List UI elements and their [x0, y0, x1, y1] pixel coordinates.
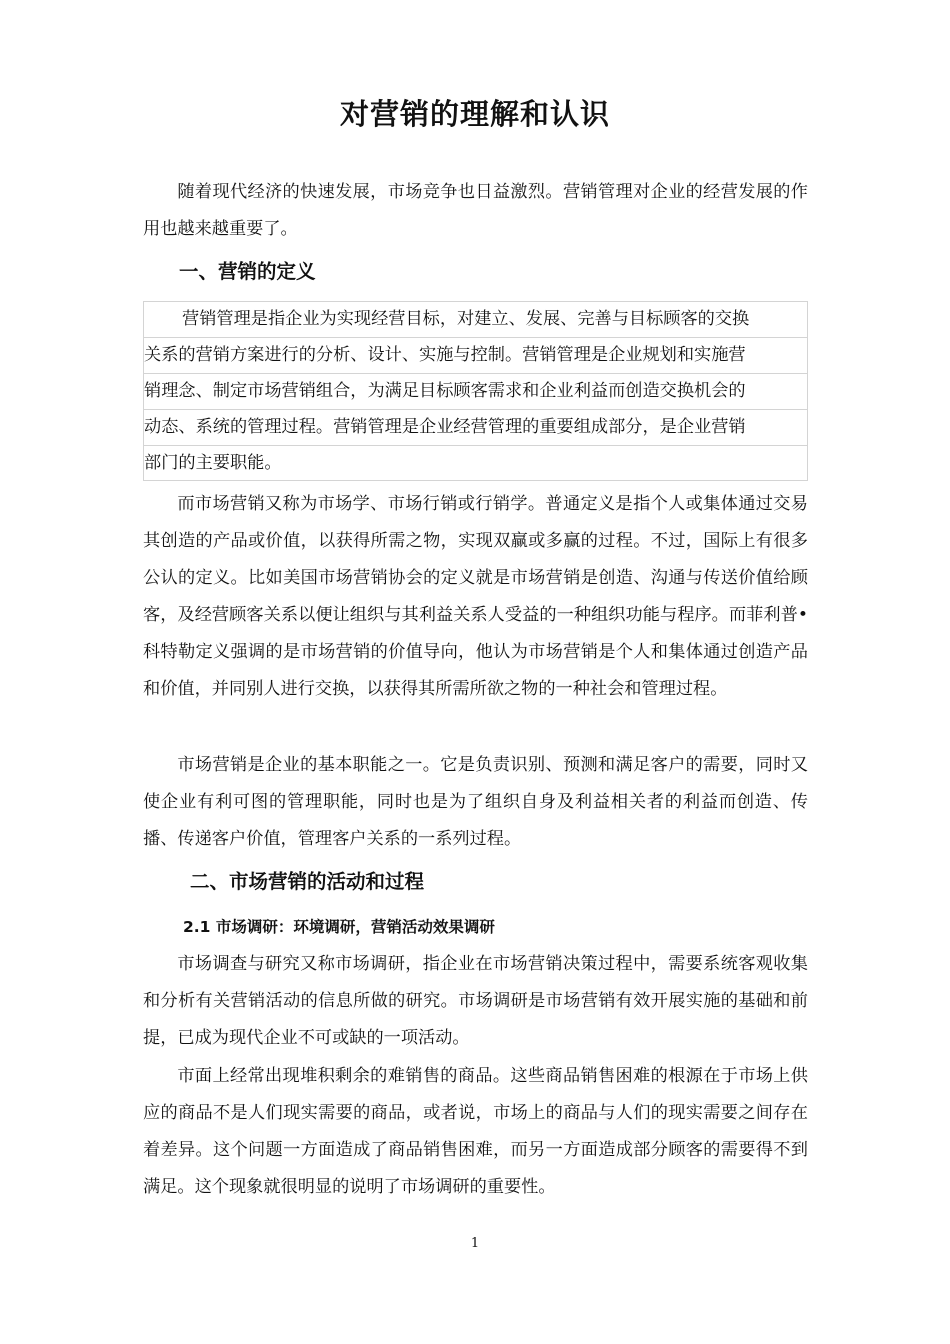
- definition-line: 销理念、制定市场营销组合，为满足目标顾客需求和企业利益而创造交换机会的: [143, 373, 808, 409]
- definition-line: 关系的营销方案进行的分析、设计、实施与控制。营销管理是企业规划和实施营: [143, 337, 808, 373]
- subsection-2-1-heading: 2.1 市场调研：环境调研，营销活动效果调研: [183, 918, 495, 936]
- definition-line: 部门的主要职能。: [143, 445, 808, 481]
- definition-text-box: [143, 301, 808, 481]
- section-2-heading: 二、市场营销的活动和过程: [190, 870, 425, 893]
- definition-line: 动态、系统的管理过程。营销管理是企业经营管理的重要组成部分，是企业营销: [143, 409, 808, 445]
- marketing-function-paragraph: 市场营销是企业的基本职能之一。它是负责识别、预测和满足客户的需要，同时又使企业有利可图的管理职能，同时也是为了组织自身及利益相关者的利益而创造、传播、传递客户价值，管理客户关系的一系列过程。: [143, 755, 808, 849]
- marketing-definition-paragraph: 而市场营销又称为市场学、市场行销或行销学。普通定义是指个人或集体通过交易其创造的产品或价值，以获得所需之物，实现双赢或多赢的过程。不过，国际上有很多公认的定义。比如美国市场营销协会的定义就是市场营销是创造、沟通与传送价值给顾客，及经营顾客关系以便让组织与其利益关系人受益的一种组织功能与程序。而菲利普•科特勒定义强调的是市场营销的价值导向，他认为市场营销是个人和集体通过创造产品和价值，并同别人进行交换，以获得其所需所欲之物的一种社会和管理过程。: [143, 494, 808, 699]
- page-number: 1: [470, 1236, 480, 1251]
- intro-paragraph: 随着现代经济的快速发展，市场竞争也日益激烈。营销管理对企业的经营发展的作用也越来越重要了。: [143, 182, 808, 239]
- market-research-paragraph: 市场调查与研究又称市场调研，指企业在市场营销决策过程中，需要系统客观收集和分析有关营销活动的信息所做的研究。市场调研是市场营销有效开展实施的基础和前提，已成为现代企业不可或缺的一项活动。: [143, 954, 808, 1048]
- section-1-heading: 一、营销的定义: [179, 260, 316, 283]
- definition-line: 营销管理是指企业为实现经营目标，对建立、发展、完善与目标顾客的交换: [143, 301, 808, 337]
- document-title: 对营销的理解和认识: [339, 97, 610, 131]
- unsold-goods-paragraph: 市面上经常出现堆积剩余的难销售的商品。这些商品销售困难的根源在于市场上供应的商品不是人们现实需要的商品，或者说，市场上的商品与人们的现实需要之间存在着差异。这个问题一方面造成了商品销售困难，而另一方面造成部分顾客的需要得不到满足。这个现象就很明显的说明了市场调研的重要性。: [143, 1066, 808, 1197]
